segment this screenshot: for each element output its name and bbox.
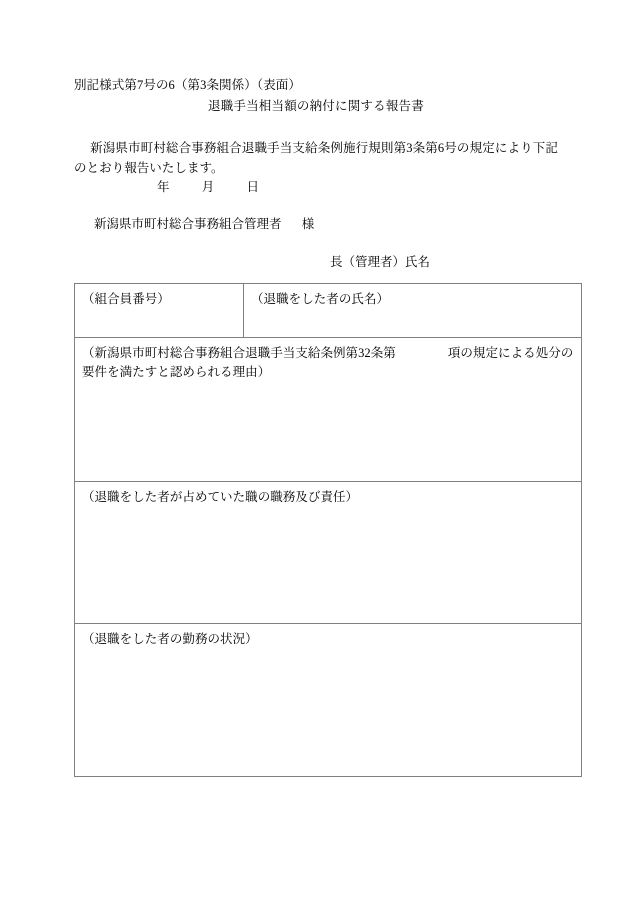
day-label: 日 [246,180,260,194]
table-row [75,482,582,624]
addressee-line [94,215,314,233]
intro-text: 新潟県市町村総合事務組合退職手当支給条例施行規則第3条第6号の規定により下記のとおり報告いたします。 [74,141,558,175]
reason-label-part1: （新潟県市町村総合事務組合退職手当支給条例第32条第 [82,346,396,360]
table-row [75,338,582,482]
date-line [157,178,259,196]
cell-member-number[interactable] [75,284,244,338]
month-label: 月 [201,180,215,194]
member-number-label: （組合員番号） [82,292,170,306]
year-label: 年 [157,180,170,194]
cell-duties-responsibilities[interactable] [75,482,582,624]
signature-label: 長（管理者）氏名 [330,255,431,269]
addressee-honorific: 様 [301,217,315,231]
cell-reason[interactable] [75,338,582,482]
table-row [75,284,582,338]
addressee-name: 新潟県市町村総合事務組合管理者 [94,217,282,231]
intro-paragraph [74,138,558,178]
work-status-label: （退職をした者の勤務の状況） [82,632,258,646]
table-row [75,624,582,777]
cell-retiree-name[interactable] [244,284,582,338]
document-title: 退職手当相当額の納付に関する報告書 [208,99,424,113]
report-form-table [74,283,582,777]
duties-label: （退職をした者が占めていた職の職務及び責任） [82,490,359,504]
form-code-label: 別記様式第7号の6（第3条関係）（表面） [74,78,302,92]
cell-work-status[interactable] [75,624,582,777]
retiree-name-label: （退職をした者の氏名） [251,292,390,306]
reason-label-part2: 項の規定による処分の要件を満たすと認められる理由） [82,346,574,379]
